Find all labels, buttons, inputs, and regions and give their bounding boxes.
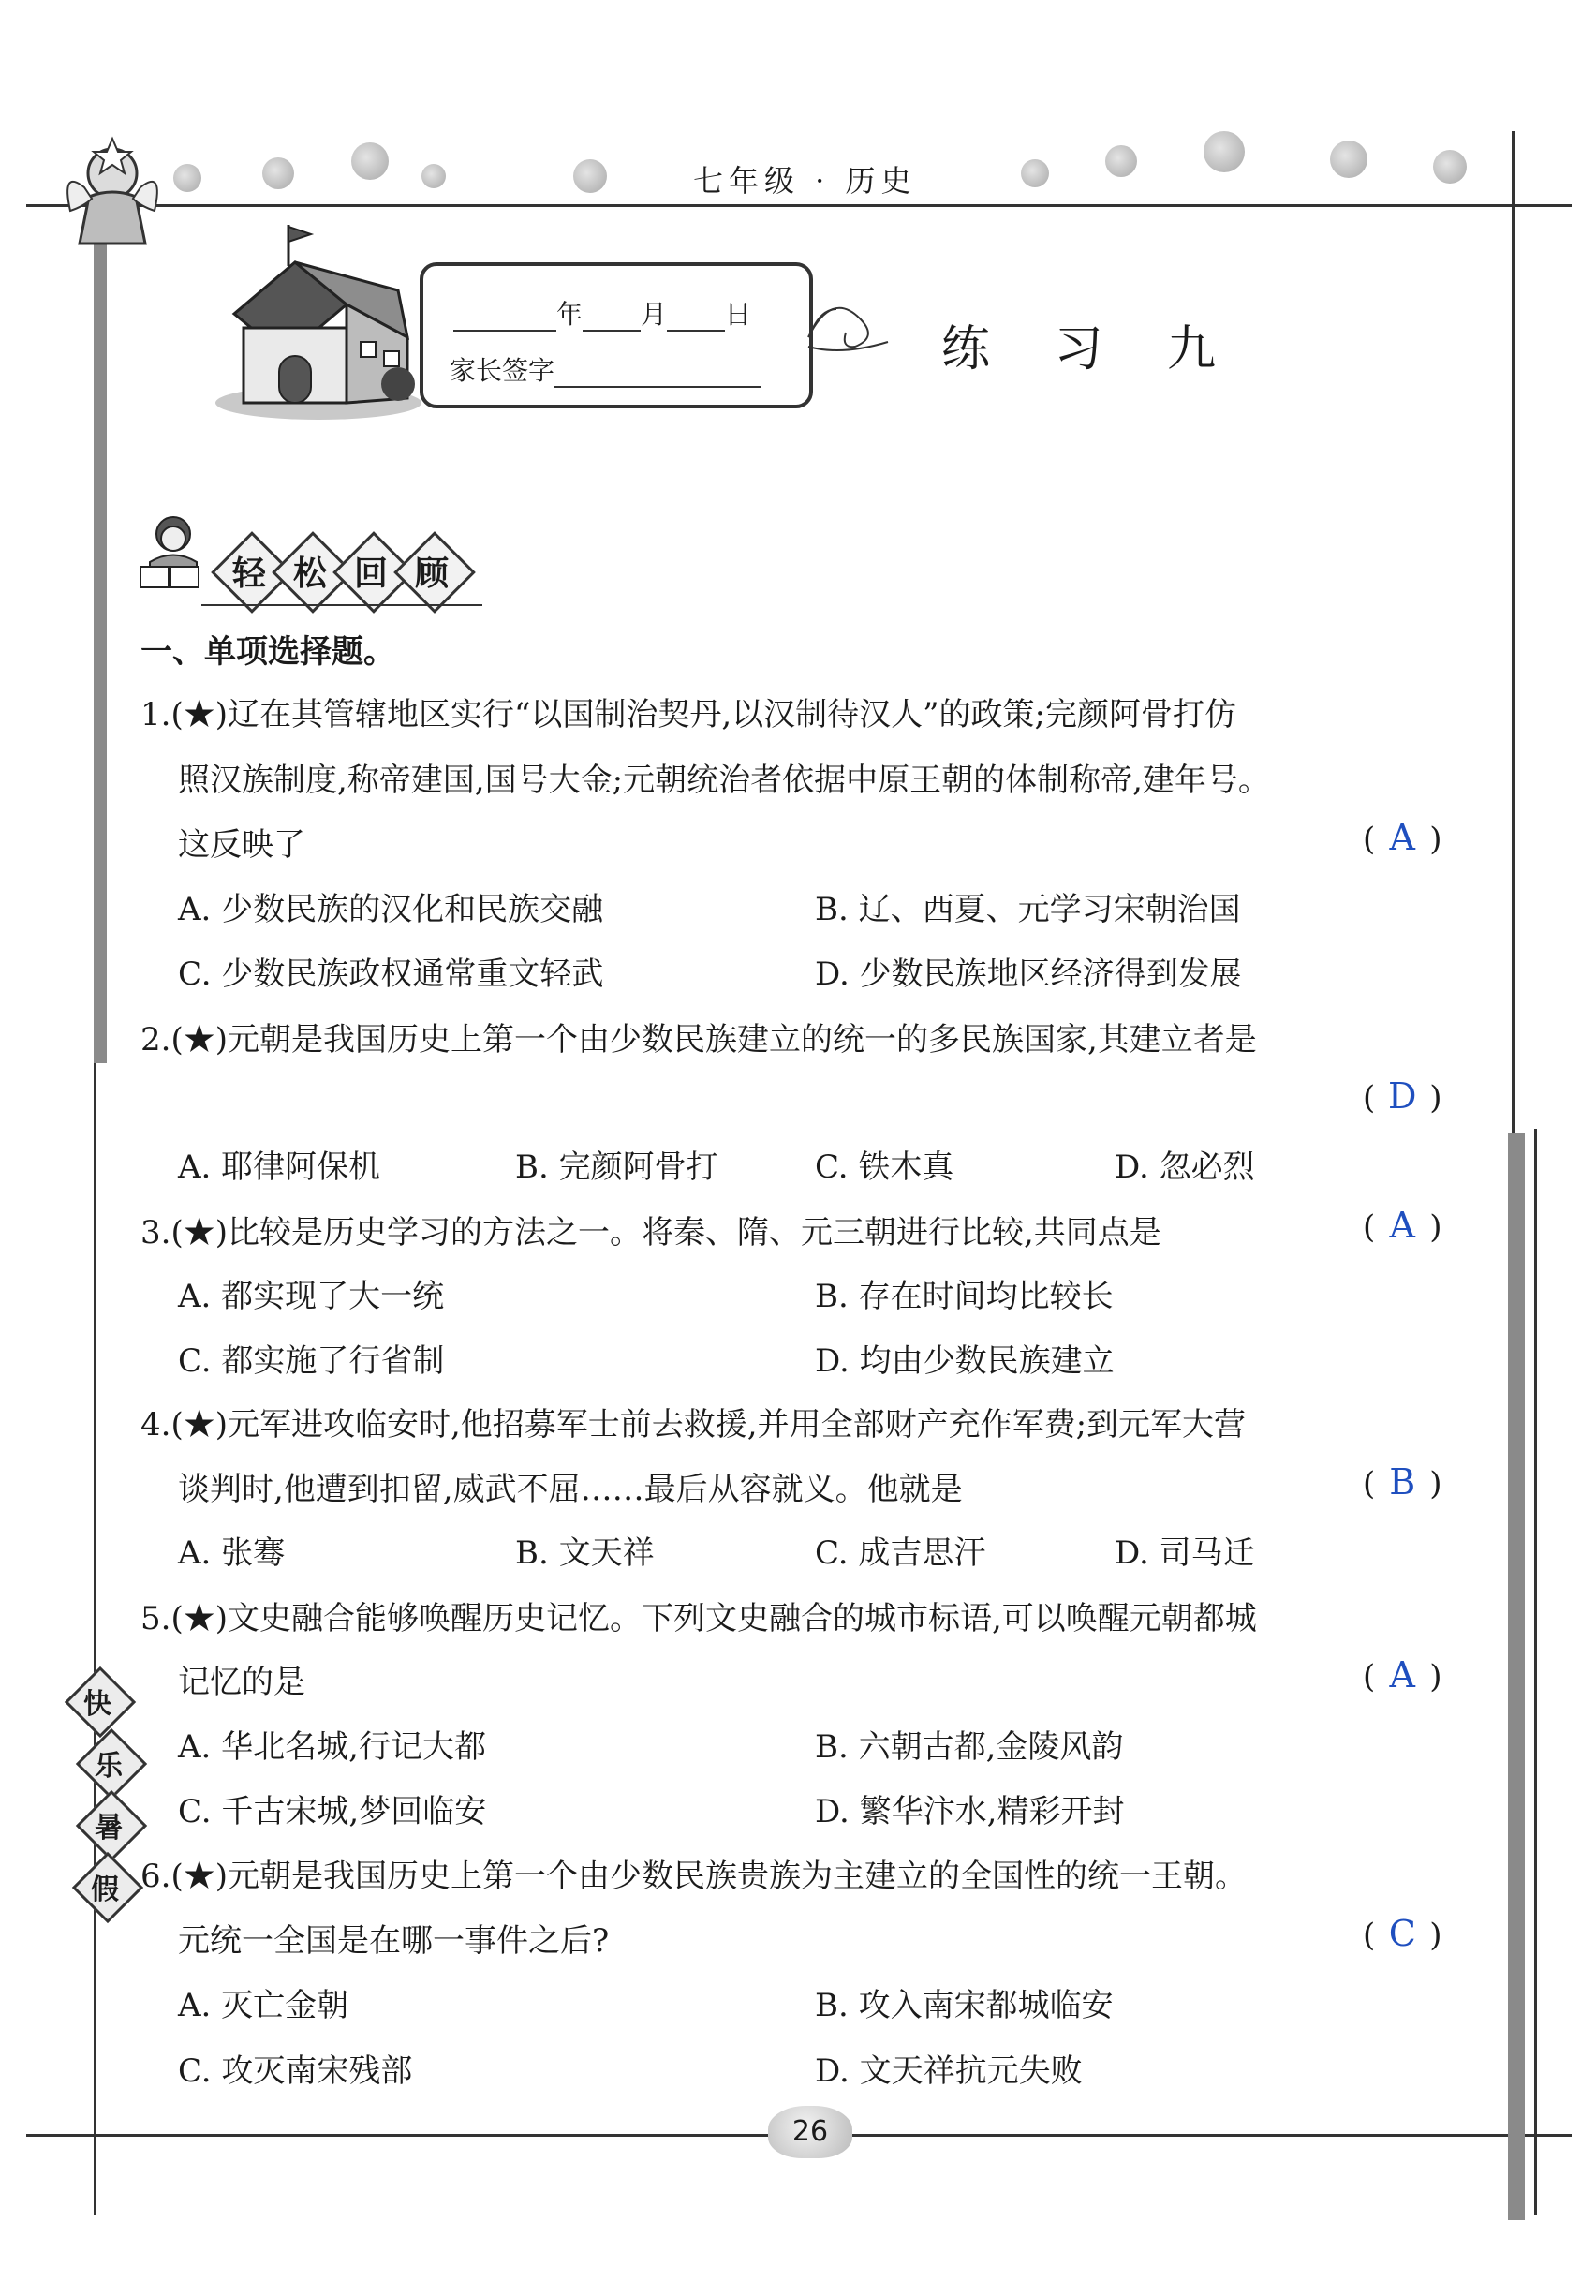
left-frame-line: [94, 1063, 96, 2215]
year-blank[interactable]: [453, 305, 556, 332]
question-4-line-1: 4.(★)元军进攻临安时,他招募军士前去救援,并用全部财产充作军费;到元军大营: [140, 1406, 1247, 1444]
question-2-line-1: 2.(★)元朝是我国历史上第一个由少数民族建立的统一的多民族国家,其建立者是: [140, 1021, 1257, 1059]
option: D. 忽必烈: [1115, 1148, 1255, 1186]
section-char: 松: [292, 554, 327, 593]
day-blank[interactable]: [667, 305, 725, 332]
school-house-icon: [206, 225, 431, 422]
option: C. 少数民族政权通常重文轻武: [178, 955, 604, 993]
side-tag-char: 暑: [95, 1812, 123, 1844]
header-title: 七年级 · 历史: [693, 163, 917, 199]
option: A. 张骞: [178, 1534, 286, 1572]
header-dot: [573, 159, 607, 193]
section-underline: [201, 604, 482, 606]
answer-letter: C: [1388, 1913, 1416, 1954]
side-tag-char: 假: [91, 1874, 119, 1906]
part-title: 一、单项选择题。: [140, 633, 395, 671]
side-tag-char: 快: [83, 1688, 111, 1721]
parent-sign-label: 家长签字: [450, 355, 555, 386]
option: C. 铁木真: [815, 1148, 954, 1186]
option: C. 成吉思汗: [815, 1534, 986, 1572]
option: A. 灭亡金朝: [178, 1987, 349, 2024]
question-5-line-2: 记忆的是: [178, 1664, 305, 1701]
header-dot: [1105, 145, 1137, 177]
question-1-answer: ( A ): [1363, 817, 1442, 858]
right-frame-line: [1512, 131, 1515, 1133]
option: C. 攻灭南宋残部: [178, 2052, 413, 2090]
swirl-ornament: [804, 281, 897, 375]
question-5-answer: ( A ): [1363, 1654, 1442, 1696]
option: C. 千古宋城,梦回临安: [178, 1793, 487, 1830]
parent-sign-line: [450, 350, 761, 388]
option: D. 文天祥抗元失败: [815, 2052, 1083, 2090]
header-dot: [1204, 131, 1245, 172]
option: B. 攻入南宋都城临安: [815, 1987, 1114, 2024]
section-char: 顾: [414, 554, 449, 593]
left-frame-band: [94, 225, 107, 1063]
header-dot: [1021, 159, 1049, 187]
header-dot: [262, 157, 294, 189]
option: A. 耶律阿保机: [178, 1148, 381, 1186]
question-3-line-1: 3.(★)比较是历史学习的方法之一。将秦、隋、元三朝进行比较,共同点是: [140, 1214, 1161, 1252]
answer-letter: B: [1389, 1461, 1416, 1503]
answer-letter: A: [1389, 817, 1415, 858]
right-frame-band: [1508, 1133, 1525, 2220]
option: D. 均由少数民族建立: [815, 1342, 1115, 1380]
question-5-line-1: 5.(★)文史融合能够唤醒历史记忆。下列文史融合的城市标语,可以唤醒元朝都城: [140, 1600, 1257, 1637]
option: C. 都实施了行省制: [178, 1342, 445, 1380]
question-1-line-3: 这反映了: [178, 826, 305, 864]
option: D. 司马迁: [1115, 1534, 1255, 1572]
fairy-icon: [56, 131, 169, 253]
year-label: 年: [556, 299, 584, 330]
option: B. 存在时间均比较长: [815, 1278, 1114, 1315]
option: D. 繁华汴水,精彩开封: [815, 1793, 1125, 1830]
answer-letter: A: [1389, 1654, 1415, 1696]
day-label: 日: [725, 299, 752, 330]
question-6-line-1: 6.(★)元朝是我国历史上第一个由少数民族贵族为主建立的全国性的统一王朝。: [140, 1858, 1247, 1895]
option: D. 少数民族地区经济得到发展: [815, 955, 1242, 993]
reading-boy-icon: [131, 511, 215, 595]
month-blank[interactable]: [583, 305, 641, 332]
month-label: 月: [641, 299, 668, 330]
section-char: 回: [353, 554, 388, 593]
header-dot: [1433, 150, 1467, 184]
option: B. 辽、西夏、元学习宋朝治国: [815, 891, 1241, 928]
question-4-line-2: 谈判时,他遭到扣留,威武不屈……最后从容就义。他就是: [178, 1471, 963, 1508]
question-2-answer: ( D ): [1363, 1075, 1442, 1117]
page-number: 26: [768, 2106, 852, 2158]
header-dot: [173, 164, 201, 192]
answer-letter: A: [1389, 1205, 1415, 1246]
top-rule: [26, 204, 1572, 207]
header-dot: [1330, 141, 1367, 178]
section-char: 轻: [231, 554, 266, 593]
signature-box: [420, 262, 813, 408]
option: A. 少数民族的汉化和民族交融: [178, 891, 604, 928]
header-dot: [351, 142, 389, 180]
date-line: [453, 294, 751, 332]
option: A. 都实现了大一统: [178, 1278, 445, 1315]
side-tag-char: 乐: [95, 1750, 123, 1783]
exercise-title: 练 习 九: [941, 321, 1241, 378]
question-1-line-2: 照汉族制度,称帝建国,国号大金;元朝统治者依据中原王朝的体制称帝,建年号。: [178, 762, 1270, 799]
question-4-answer: ( B ): [1363, 1461, 1442, 1503]
option: A. 华北名城,行记大都: [178, 1728, 486, 1766]
question-3-answer: ( A ): [1363, 1205, 1442, 1246]
option: B. 六朝古都,金陵风韵: [815, 1728, 1124, 1766]
question-6-answer: ( C ): [1363, 1913, 1442, 1954]
parent-sign-blank[interactable]: [554, 362, 761, 388]
right-outer-line: [1534, 1129, 1537, 2215]
option: B. 文天祥: [515, 1534, 655, 1572]
question-1-line-1: 1.(★)辽在其管辖地区实行“以国制治契丹,以汉制待汉人”的政策;完颜阿骨打仿: [140, 696, 1236, 733]
header-dot: [421, 164, 446, 188]
answer-letter: D: [1388, 1075, 1417, 1117]
option: B. 完颜阿骨打: [515, 1148, 718, 1186]
question-6-line-2: 元统一全国是在哪一事件之后?: [178, 1922, 610, 1960]
